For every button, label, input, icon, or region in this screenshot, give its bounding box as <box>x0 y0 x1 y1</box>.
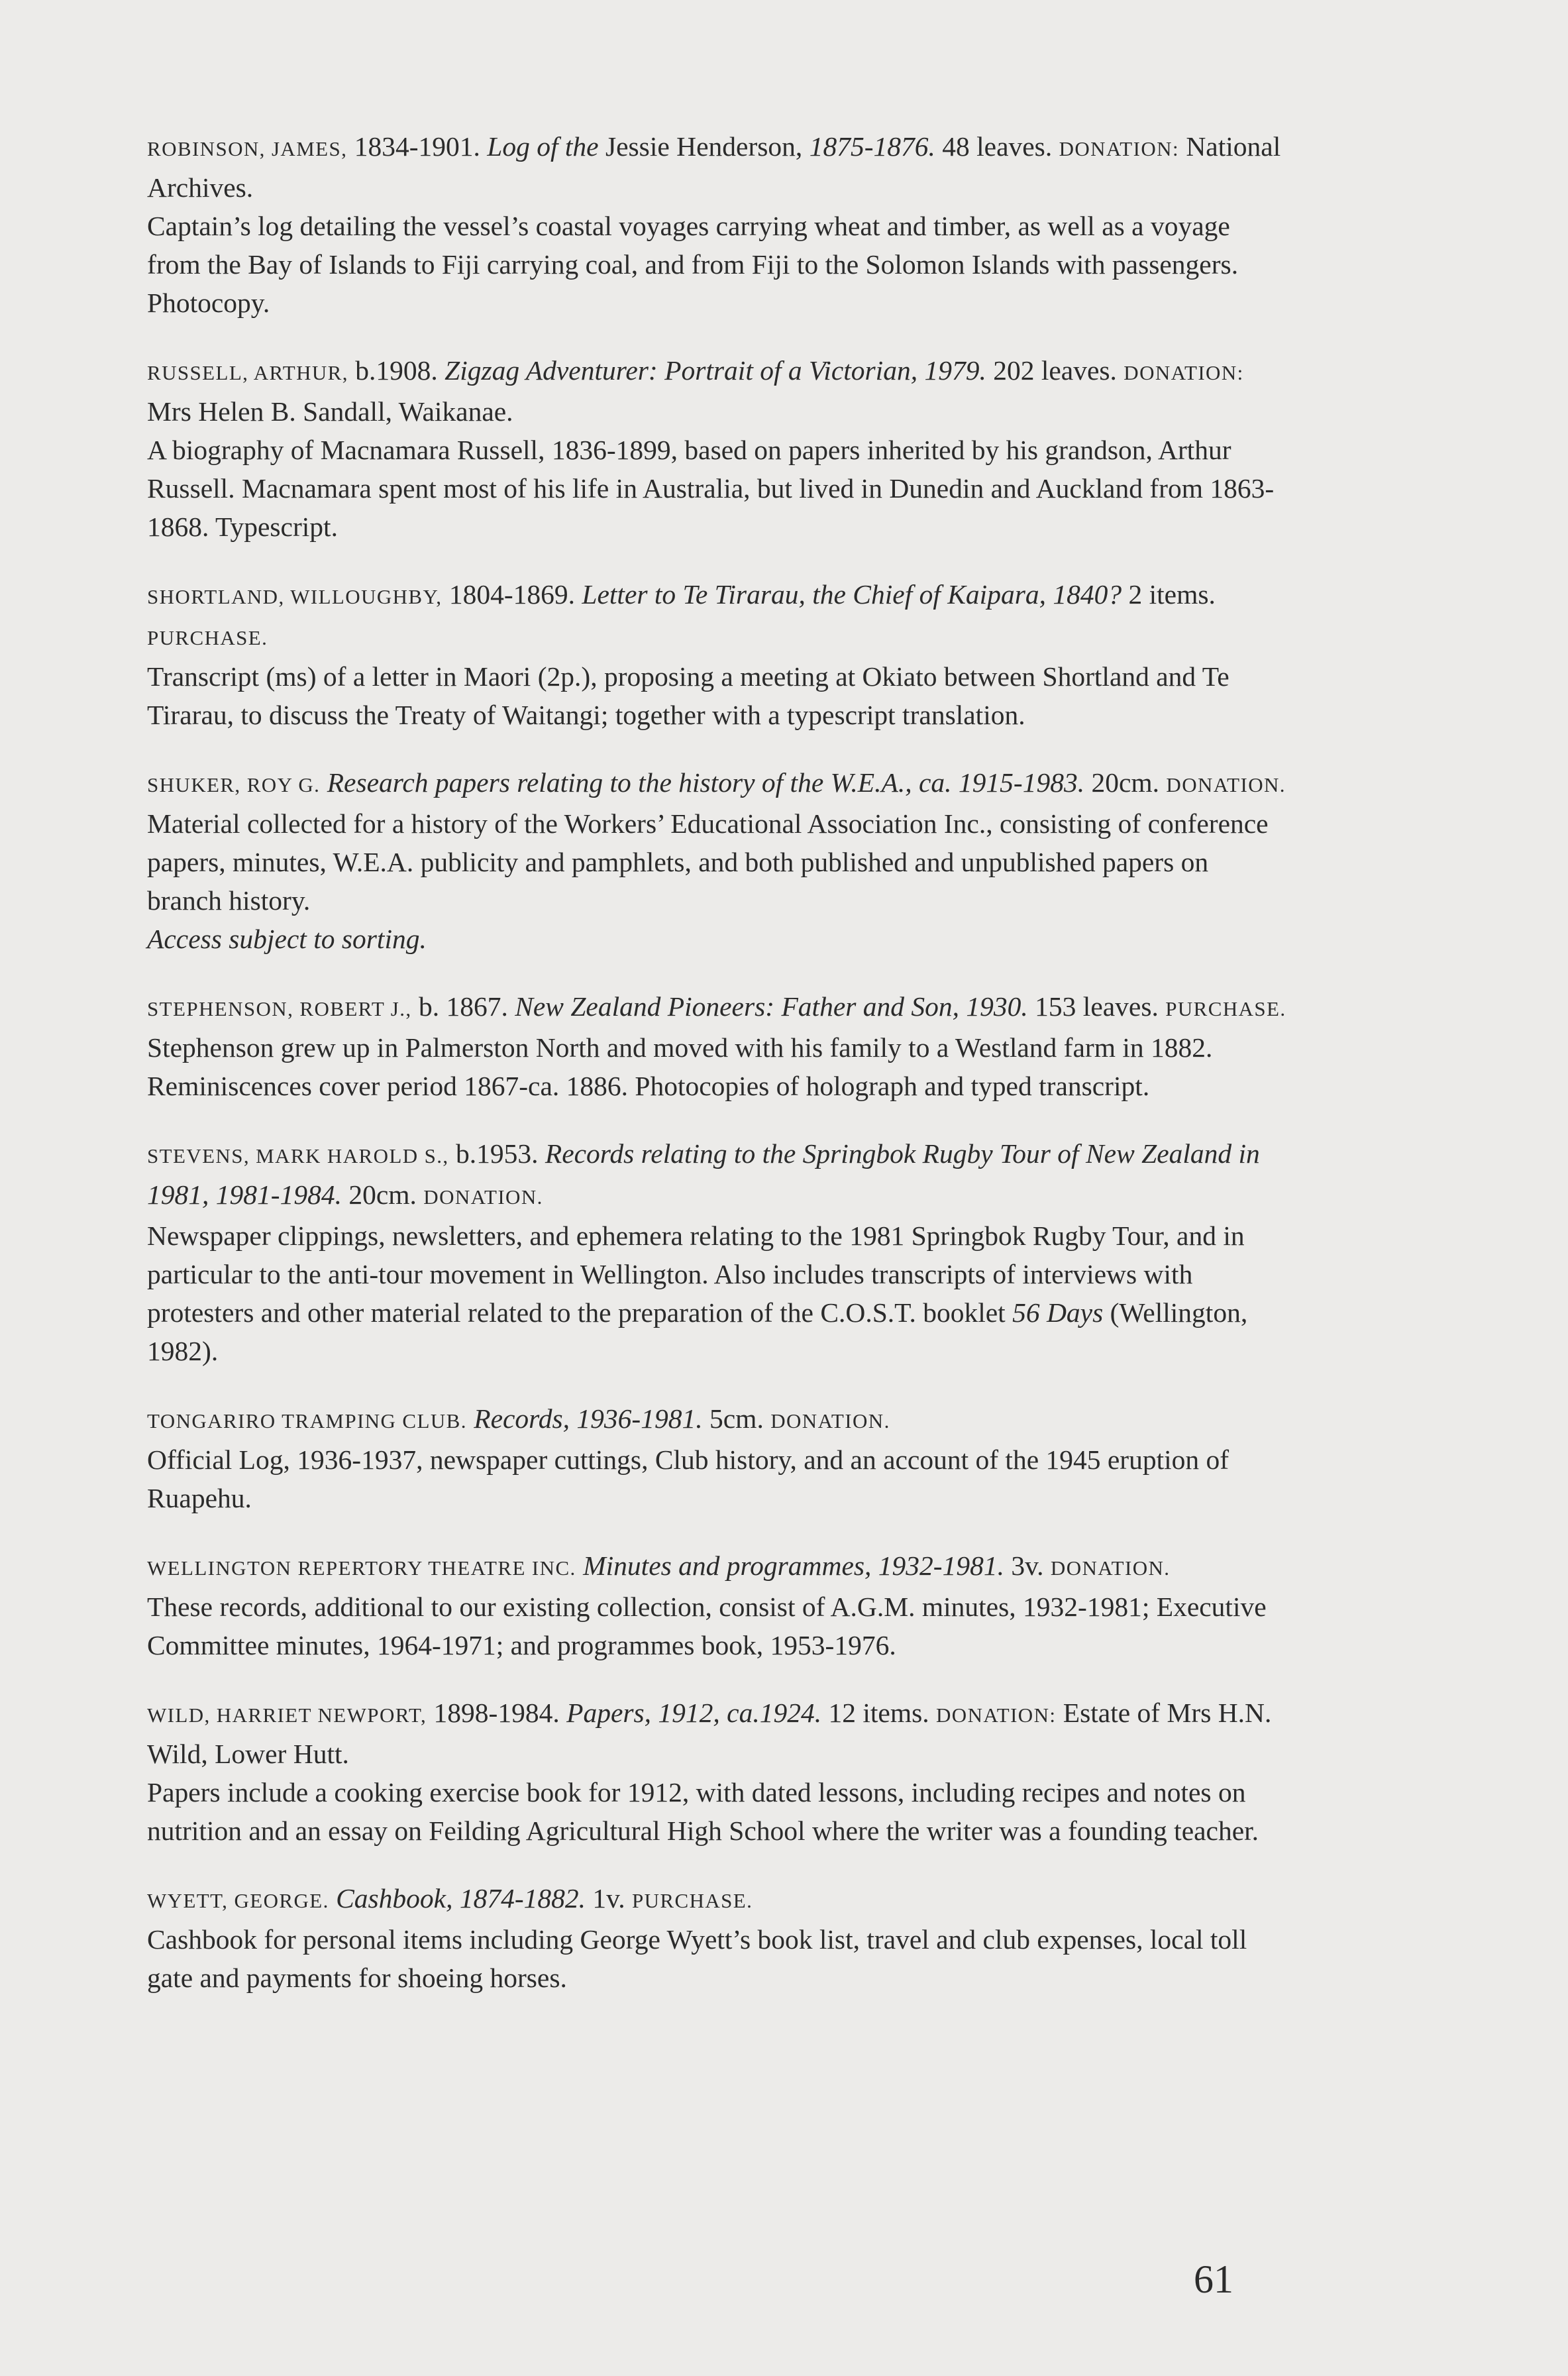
entry-dates: b. 1867. <box>418 991 508 1022</box>
entry-acquisition: DONATION. <box>1050 1556 1171 1580</box>
entry-heading <box>147 1694 1290 1773</box>
entry-description: Stephenson grew up in Palmerston North and moved with his family to a Westland farm in 1882. Reminiscences cover period 1867-ca. 1886. Photocopies of holograph and typed transcript. <box>147 1032 1213 1101</box>
entry-name: RUSSELL, ARTHUR, <box>147 361 348 384</box>
entry-access-note: Access subject to sorting. <box>147 924 427 954</box>
entry-acquisition: PURCHASE. <box>147 626 268 649</box>
entry-acquisition: PURCHASE. <box>631 1889 753 1912</box>
entry-heading <box>147 575 1290 657</box>
entry-extent: 1v. <box>592 1883 625 1914</box>
entry-description: Papers include a cooking exercise book for 1912, with dated lessons, including recipes and notes on nutrition and an essay on Feilding Agricultural High School where the writer was a founding teacher. <box>147 1777 1259 1846</box>
entry-name: WELLINGTON REPERTORY THEATRE INC. <box>147 1556 576 1580</box>
entry-heading <box>147 1399 1290 1440</box>
entry-description-text: Newspaper clippings, newsletters, and ephemera relating to the 1981 Springbok Rugby Tour, and in particular to the anti-tour movement in Wellington. Also includes transcripts of interviews with protesters and other material related to the preparation of the C.O.S.T. booklet <box>147 1220 1245 1328</box>
entry-description: Material collected for a history of the Workers’ Educational Association Inc., consisting of conference papers, minutes, W.E.A. publicity and pamphlets, and both published and unpublished papers on branch history. <box>147 808 1269 916</box>
entry-source: Mrs Helen B. Sandall, Waikanae. <box>147 396 513 427</box>
page-number: 61 <box>1194 2257 1233 2301</box>
entry-title: Papers, 1912, ca.1924. <box>566 1698 822 1728</box>
entry-wellington-repertory <box>147 1546 1290 1664</box>
entry-name: ROBINSON, JAMES, <box>147 137 348 160</box>
entry-wild <box>147 1694 1290 1850</box>
entry-extent: 20cm. <box>348 1179 417 1210</box>
entry-heading <box>147 1134 1290 1216</box>
entry-wyett <box>147 1879 1290 1997</box>
entry-heading <box>147 763 1290 804</box>
entry-dates: 1834-1901. <box>354 131 480 162</box>
entry-extent: 48 leaves. <box>942 131 1053 162</box>
entry-heading <box>147 1879 1290 1920</box>
entry-name: SHORTLAND, WILLOUGHBY, <box>147 585 443 608</box>
entry-title: Records, 1936-1981. <box>474 1403 703 1434</box>
entry-extent: 153 leaves. <box>1035 991 1159 1022</box>
entry-title: New Zealand Pioneers: Father and Son, 1930. <box>515 991 1028 1022</box>
entry-russell <box>147 351 1290 546</box>
entry-description: A biography of Macnamara Russell, 1836-1899, based on papers inherited by his grandson, Arthur Russell. Macnamara spent most of his life in Australia, but lived in Dunedin and Auckland from 1863-1868. Typescript. <box>147 435 1275 542</box>
entry-heading <box>147 1546 1290 1588</box>
entry-title-vessel: Jessie Henderson, <box>605 131 803 162</box>
entry-description: Cashbook for personal items including George Wyett’s book list, travel and club expenses, local toll gate and payments for shoeing horses. <box>147 1924 1247 1993</box>
entry-heading <box>147 127 1290 207</box>
entry-description: These records, additional to our existing collection, consist of A.G.M. minutes, 1932-1981; Executive Committee minutes, 1964-1971; and programmes book, 1953-1976. <box>147 1592 1267 1660</box>
entry-description-booklet-title: 56 Days <box>1012 1297 1104 1328</box>
entry-title: Zigzag Adventurer: Portrait of a Victorian, 1979. <box>444 355 986 386</box>
entry-dates: 1898-1984. <box>433 1698 560 1728</box>
entry-acquisition: DONATION. <box>770 1409 890 1432</box>
entry-name: STEPHENSON, ROBERT J., <box>147 997 412 1020</box>
entry-extent: 20cm. <box>1091 767 1160 798</box>
entry-acquisition: DONATION. <box>423 1185 543 1209</box>
entry-tongariro <box>147 1399 1290 1517</box>
entry-shortland <box>147 575 1290 734</box>
entry-title: Letter to Te Tirarau, the Chief of Kaipara, 1840? <box>582 579 1122 610</box>
entry-name: WILD, HARRIET NEWPORT, <box>147 1703 427 1727</box>
entry-stevens <box>147 1134 1290 1370</box>
entry-dates: b.1953. <box>455 1138 539 1169</box>
entry-shuker <box>147 763 1290 958</box>
entry-extent: 5cm. <box>709 1403 764 1434</box>
entry-heading <box>147 987 1290 1028</box>
entry-stephenson <box>147 987 1290 1105</box>
entry-extent: 202 leaves. <box>993 355 1117 386</box>
entry-title: Cashbook, 1874-1882. <box>336 1883 586 1914</box>
entry-description-text-end: (Wellington, 1982). <box>147 1297 1248 1366</box>
entry-description: Transcript (ms) of a letter in Maori (2p.), proposing a meeting at Okiato between Shortland and Te Tirarau, to discuss the Treaty of Waitangi; together with a typescript translation. <box>147 661 1229 730</box>
entry-robinson <box>147 127 1290 322</box>
entry-description: Captain’s log detailing the vessel’s coastal voyages carrying wheat and timber, as well as a voyage from the Bay of Islands to Fiji carrying coal, and from Fiji to the Solomon Islands with passengers. Photocopy. <box>147 211 1239 318</box>
entry-extent: 3v. <box>1011 1550 1044 1581</box>
entry-source: National Archives. <box>147 131 1281 203</box>
entry-acquisition: DONATION: <box>1124 361 1244 384</box>
entry-description <box>147 1216 1290 1370</box>
entry-extent: 2 items. <box>1128 579 1216 610</box>
entry-name: TONGARIRO TRAMPING CLUB. <box>147 1409 467 1432</box>
entry-name: SHUKER, ROY G. <box>147 773 321 796</box>
entry-acquisition: DONATION: <box>1059 137 1179 160</box>
entry-extent: 12 items. <box>828 1698 929 1728</box>
entry-dates: 1804-1869. <box>448 579 576 610</box>
entry-acquisition: DONATION. <box>1166 773 1286 796</box>
entry-title: Research papers relating to the history of the W.E.A., ca. 1915-1983. <box>327 767 1085 798</box>
entry-name: WYETT, GEORGE. <box>147 1889 329 1912</box>
entry-list <box>147 127 1290 2026</box>
entry-title: Log of the <box>487 131 599 162</box>
entry-title: Records relating to the Springbok Rugby Tour of New Zealand in 1981, 1981-1984. <box>147 1138 1260 1210</box>
entry-name: STEVENS, MARK HAROLD S., <box>147 1144 449 1167</box>
entry-dates: b.1908. <box>355 355 438 386</box>
entry-heading <box>147 351 1290 431</box>
entry-acquisition: PURCHASE. <box>1165 997 1286 1020</box>
entry-description: Official Log, 1936-1937, newspaper cuttings, Club history, and an account of the 1945 eruption of Ruapehu. <box>147 1444 1229 1513</box>
entry-source: Estate of Mrs H.N. Wild, Lower Hutt. <box>147 1698 1272 1769</box>
entry-acquisition: DONATION: <box>936 1703 1057 1727</box>
entry-title-years: 1875-1876. <box>809 131 935 162</box>
entry-title: Minutes and programmes, 1932-1981. <box>583 1550 1004 1581</box>
